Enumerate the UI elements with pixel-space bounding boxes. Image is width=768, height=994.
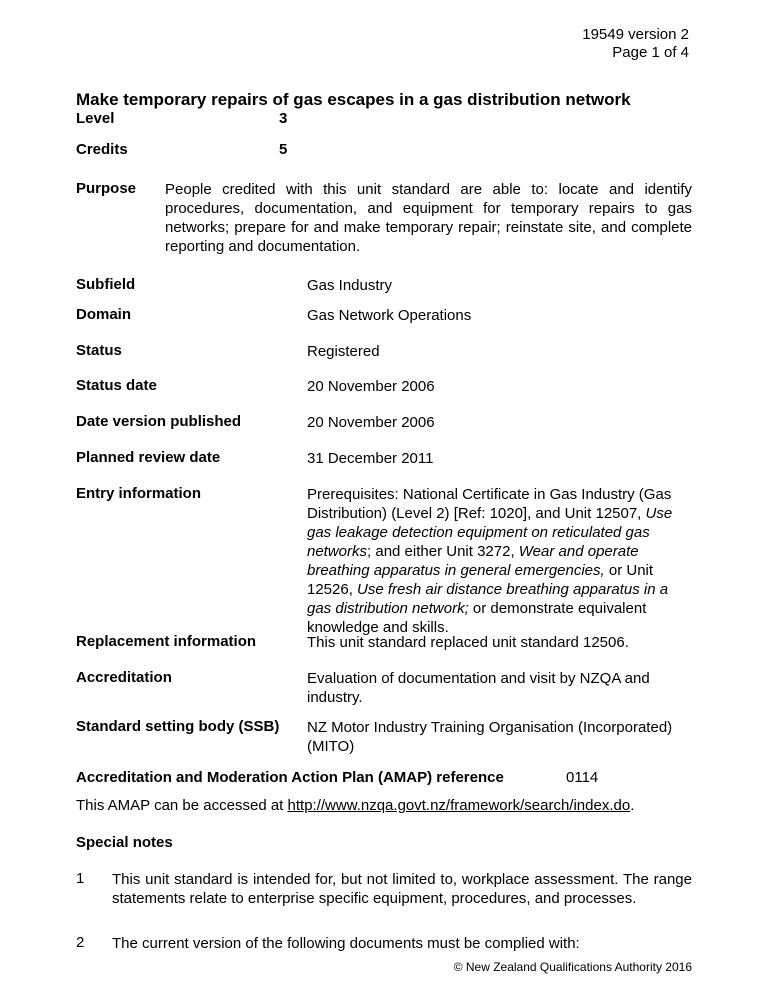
- credits-value: 5: [279, 141, 288, 158]
- date-published-label: Date version published: [76, 413, 242, 430]
- page-number: Page 1 of 4: [612, 44, 689, 61]
- entry-unit-3272-title: Wear and operate breathing apparatus in general emergencies,: [307, 543, 639, 579]
- copyright-footer: © New Zealand Qualifications Authority 2016: [453, 960, 692, 974]
- subfield-value: Gas Industry: [307, 277, 393, 294]
- ssb-value: NZ Motor Industry Training Organisation (Incorporated) (MITO): [307, 719, 673, 755]
- replacement-label: Replacement information: [76, 633, 257, 650]
- entry-info-label: Entry information: [76, 485, 202, 502]
- accreditation-label: Accreditation: [76, 669, 172, 686]
- entry-text-3: or Unit 12526,: [307, 562, 654, 598]
- level-label: Level: [76, 110, 115, 127]
- status-date-value: 20 November 2006: [307, 378, 435, 395]
- amap-value: 0114: [566, 769, 599, 786]
- subfield-label: Subfield: [76, 276, 136, 293]
- page-title: Make temporary repairs of gas escapes in a gas distribution network: [76, 90, 631, 109]
- amap-access-prefix: This AMAP can be accessed at: [76, 797, 288, 814]
- note-text: This unit standard is intended for, but not limited to, workplace assessment. The range statements relate to enterprise specific equipment, procedures, and processes.: [112, 871, 692, 907]
- note-text: The current version of the following documents must be complied with:: [112, 935, 580, 952]
- note-number: 1: [76, 870, 85, 887]
- amap-label: Accreditation and Moderation Action Plan (AMAP) reference: [76, 769, 504, 786]
- version-ref: 19549 version 2: [582, 26, 689, 43]
- amap-link[interactable]: http://www.nzqa.govt.nz/framework/search/index.do: [287, 797, 631, 814]
- entry-text-4: or demonstrate equivalent knowledge and skills.: [307, 600, 647, 636]
- entry-text-1: Prerequisites: National Certificate in Gas Industry (Gas Distribution) (Level 2) [Ref: 1020], and Unit 12507,: [307, 486, 672, 522]
- level-value: 3: [279, 110, 288, 127]
- date-published-value: 20 November 2006: [307, 414, 435, 431]
- note-number: 2: [76, 934, 85, 951]
- amap-access-text: [76, 797, 634, 814]
- review-date-label: Planned review date: [76, 449, 221, 466]
- special-notes-heading: Special notes: [76, 834, 173, 851]
- domain-label: Domain: [76, 306, 132, 323]
- purpose-text: People credited with this unit standard are able to: locate and identify procedures, documentation, and equipment for temporary repairs to gas networks; prepare for and make temporary repair; reinstate site, and complete reporting and documentation.: [165, 181, 692, 255]
- entry-info-value: [307, 485, 692, 637]
- purpose-label: Purpose: [76, 180, 137, 197]
- domain-value: Gas Network Operations: [307, 307, 472, 324]
- status-label: Status: [76, 342, 122, 359]
- replacement-value: This unit standard replaced unit standard 12506.: [307, 634, 629, 651]
- document-reference: [582, 26, 689, 62]
- entry-unit-12526-title: Use fresh air distance breathing apparatus in a gas distribution network;: [307, 581, 669, 617]
- status-date-label: Status date: [76, 377, 157, 394]
- accreditation-value: Evaluation of documentation and visit by NZQA and industry.: [307, 670, 650, 706]
- amap-access-suffix: .: [630, 797, 635, 814]
- credits-label: Credits: [76, 141, 128, 158]
- ssb-label: Standard setting body (SSB): [76, 718, 280, 735]
- review-date-value: 31 December 2011: [307, 450, 434, 467]
- entry-text-2: ; and either Unit 3272,: [367, 543, 519, 560]
- entry-unit-12507-title: Use gas leakage detection equipment on reticulated gas networks: [307, 505, 673, 560]
- status-value: Registered: [307, 343, 380, 360]
